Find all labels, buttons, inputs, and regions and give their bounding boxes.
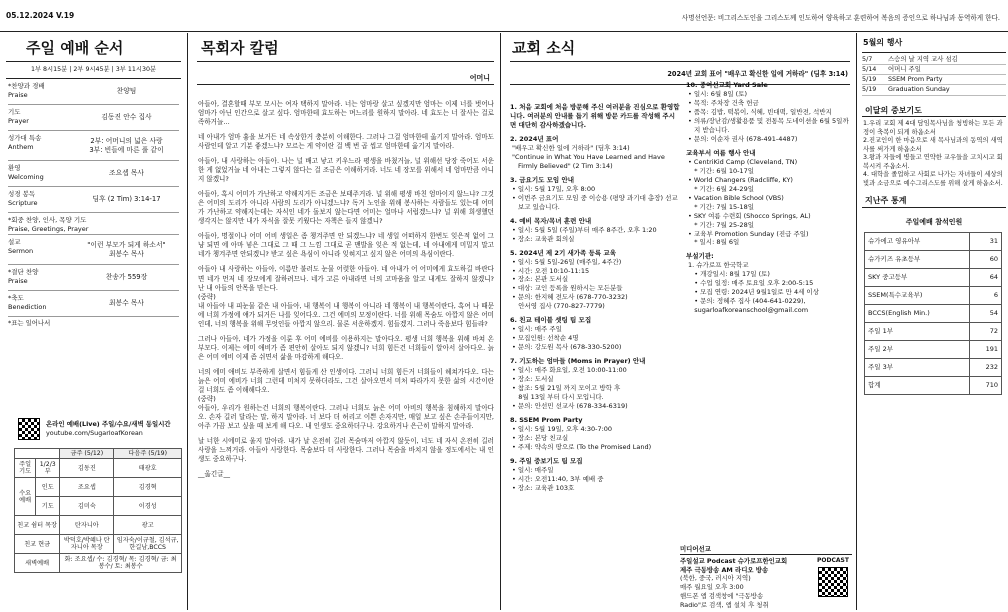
attendance-row [865,269,1002,287]
column-paragraph: 그러나 아들아, 네가 가정을 이룬 후 어미 에비를 이용하지는 말아다오. 평생 너희 행복을 위해 바쳐 온 부모다. 이제는 에미 애비가 좀 편안히 살아도 되지 않겠니? 너희 힘든건 너희들이 알아서 살아다오. 늙은 어미 에비 이제 좀 쉬면서 삶을 마감하게 해다오. [198,334,494,361]
news-item: • 문의: 정혜주 집사 (404-641-0229), [688,297,806,306]
news-heading: 1. 처음 교회에 처음 방문해 주신 여러분을 진심으로 환영합니다. 여러분의 안내를 돕기 위해 방문 카드를 작성해 주시면 대단히 감사하겠습니다. [510,103,680,129]
event-date: 5/19 [862,75,877,84]
media-line: 핸드폰 앱 검색창에 "극동방송 [680,592,764,601]
event-row [862,85,1006,95]
serve-cell: 김동진 [60,459,114,478]
order-item-label [8,294,72,312]
serve-cell: 친교 쉼터 목장 [15,516,60,535]
news-item: * 일시: 8월 6일 [688,238,740,247]
news-item: • 모집 연령: 2024년 9월1일로 만 4세 이상 [688,288,819,297]
order-item-label [8,82,72,100]
column-paragraph: 아들아, 혹시 어미가 가난하고 약해지거든 조금은 보태주거라. 널 위해 평생 바친 엄마이지 않느냐? 그것은 어미의 도리가 아니라 사람의 도리가 아니겠느냐? 독거 노인을 위해 봉사하는 사람들도 있는데 어미가 가난하고 약해지는데는 자식인 네가 돌보지 않는다면 어미는 얼마나 서럽겠느냐? 널 위해 희생했던 생각지는 않지만 내가 자식을 잘못 키웠다는 자책은 들지 않겠니? [198,190,494,226]
pray-title: 이달의 중보기도 [862,96,1006,118]
attendance-value: 64 [970,269,1002,287]
order-item-en: Scripture [8,199,38,208]
news-item: • 문의: 이순자 권사 (678-491-4487) [688,134,798,143]
serve-row [15,478,182,497]
serve-cell: 인도 [36,478,60,497]
attendance-label: SKY 중고등부 [865,269,970,287]
news-item: • 교육부 Promotion Sunday (진급 주일) [688,229,809,238]
attendance-label: SSEM(특수교육부) [865,287,970,305]
media-title: 미디어선교 [680,545,852,555]
media-line: 매주 월요일 오후 3:00 [680,583,744,592]
events-list [862,55,1006,96]
serve-cell: 조요셉 [60,478,114,497]
pray-list [863,120,1005,188]
stat-title: 지난주 통계 [862,188,1006,208]
order-row [8,161,179,187]
news-heading: 7. 기도하는 엄마들 (Moms in Prayer) 안내 [510,357,646,366]
news-item: * 기간: 7월 15-18일 [688,202,754,211]
news-section [510,176,680,212]
serve-row [15,497,182,516]
news-item: "배우고 확신한 일에 거하라" (딤후 3:14) [512,143,630,152]
media-line: (북한, 중국, 러시아 지역) [680,574,751,583]
news-item: • SKY 여름 수련회 (Shocco Springs, AL) [688,211,811,220]
attendance-label: 슈가에고 영유아부 [865,233,970,251]
attendance-row [865,233,1002,251]
attendance-row [865,359,1002,377]
order-item-en: Praise, Greetings, Prayer [8,225,89,234]
stand-note: *표는 일어나서 [8,319,51,328]
news-item: • 일시: 매주 주일 [512,325,562,334]
news-section [510,249,680,312]
serve-cell: 주일 기도 [15,459,36,478]
attendance-value: 72 [970,323,1002,341]
column-paragraph: 아들아 내 사랑하는 아들아, 이름만 불러도 눈물 어렷한 아들아. 네 아내가 어 어미에게 효도하길 바란다면 네가 먼저 네 장모에게 잘하려므나. 네가 고른 아내라면 너의 고마움을 알고 내게도 잘하지 않겠니? 난 내 아들의 안목을 믿는다. (중략) 내 아들아 내 피눈물 같은 내 아들아, 내 행복이 내 행복이 아니라 네 행복이 내 행복이란다, 혹여 나 때문에 너희 가정에 얘가 되거든 나를 잊어다오. 그건 에미의 모정이란다. 너를 위해 목숨도 아깝지 않은 어미인데, 너의 행복을 위해 무엇인들 아깝지 않으리. 물론 서운하겠지. 힘들겠지. 그러나 죽음보다 힘들랴? [198,265,494,328]
news-item: 8월 13일 부터 다시 모입니다. [512,393,604,402]
serve-row [15,459,182,478]
serve-cell: 친교 현금 [15,535,60,554]
news-item: • 장소: 본당 친교실 [512,433,569,442]
order-item-value: 찬송가 559장 [105,273,148,282]
order-item-ko: 성경 봉독 [8,190,36,199]
order-item-en: Praise [8,91,28,100]
side-column [860,33,1008,610]
serve-cell: 김미숙 [60,497,114,516]
event-date: 5/14 [862,64,877,73]
serve-cell: 광고 [114,516,182,535]
order-item-value: "이런 부모가 되게 하소서" 최봉수 목사 [87,240,166,258]
qr-code-icon [18,418,40,440]
order-item-value: 김동진 안수 집사 [101,113,152,122]
news-left-list [510,103,680,498]
order-row [8,235,179,265]
order-item-label [8,108,72,126]
news-heading: 8. SSEM Prom Party [510,416,583,425]
order-item-value: 딤후 (2 Tim) 3:14-17 [92,195,161,204]
news-section [686,149,851,248]
news-item: • 장소: 본관 도서실 [512,275,569,284]
order-item-en: Praise [8,277,28,286]
news-section [510,457,680,493]
live-block [18,418,171,440]
news-item: • 이번주 금요기도 모임 중 이승용 (평양 과기대 총장) 선교 보고 있습니다. [512,193,680,211]
news-section [510,357,680,411]
worship-title: 주일 예배 순서 [26,39,124,57]
order-item-label [8,238,72,256]
news-item: • 일시: 6월 8일 (토) [688,89,748,98]
news-item: * 기간: 7월 25-28일 [688,220,754,229]
serve-cell: 이경성 [114,497,182,516]
attendance-value: 60 [970,251,1002,269]
news-item: • 품목: 김밥, 떡볶이, 식혜, 빈대떡, 일반전, 석반지 [688,107,832,116]
news-heading: 3. 금요기도 모임 안내 [510,175,575,184]
serve-cell: 새벽예배 [15,554,60,573]
attendance-value: 31 [970,233,1002,251]
news-item: • 일시: 5월 19일, 오후 4:30-7:00 [512,425,613,433]
event-date: 5/19 [862,85,877,94]
news-item: • 문의: 강도원 목사 (678-330-5200) [512,343,622,352]
worship-order-list [0,79,187,317]
serve-col-this: 금주 (5/12) [60,449,114,459]
news-section [510,135,680,171]
serve-cell: 임자숙/이규철, 김석규,한길남,BCCS [114,535,182,554]
order-item-ko: *찬양과 경배 [8,82,45,91]
news-item: "Continue in What You Have Learned and Have Firmly Believed" (2 Tim 3:14) [512,152,667,170]
serve-cell: 수요 예배 [15,478,36,516]
attendance-row [865,377,1002,395]
attendance-row [865,341,1002,359]
media-line: 제주 극동방송 AM 라디오 방송 [680,565,769,574]
column-paragraph: 아들아, 내 사랑하는 아들아. 나는 널 배고 낳고 키우느라 평생을 바쳤거늘, 널 위해선 당장 죽어도 서운한 게 없었거늘 네 아내는 그렇지 않다는 걸 조금은 이해하거라. 너도 네 장모를 위해서 네 엄마만큼 아니지 않겠니? [198,157,494,184]
live-url[interactable]: youtube.com/SugarloafKorean [46,429,143,437]
attendance-row [865,305,1002,323]
column-paragraph: 아들아, 결혼할때 부모 모시는 여자 택하지 말아라. 너는 엄마랑 살고 싶겠지만 엄마는 이제 너를 벗어나 엄마가 아닌 인간으로 살고 싶다. 엄마한테 효도하는 며느리를 원하지 말아라. 네 효도는 너 잘사는 걸로 족하거늘… [198,100,494,127]
news-item: • CentriKid Camp (Cleveland, TN) [688,157,798,166]
order-item-en: Anthem [8,143,34,152]
serve-cell: 화: 조요셉/ 수: 김경혁/ 목: 김경혁/ 금: 최봉수/ 토: 최봉수 [60,554,182,573]
news-item: • Vacation Bible School (VBS) [688,193,784,202]
news-item: • 모집인원: 선착순 4명 [512,334,579,343]
podcast-label: PODCAST [817,556,849,564]
news-item: • 문의: 안선민 선교사 (678-334-6319) [512,402,628,411]
attendance-row [865,323,1002,341]
attendance-value: 6 [970,287,1002,305]
service-table [14,448,182,573]
order-item-label [8,216,178,234]
column-paragraph: 날 너한 시에미로 울지 말아라. 내가 날 온전히 길러 목숨마저 아깝지 않듯이, 너도 네 자식 온전히 길러 사랑을 느껴거라. 아들아 사랑한다. 목숨보다 더 사랑한다. 그러나 목숨을 바치지 않을 정도에서는 내 인생도 중요하구나. [198,437,494,464]
order-item-en: Benediction [8,303,47,312]
attendance-value: 232 [970,359,1002,377]
news-section [510,103,680,130]
event-row [862,55,1006,65]
news-item: • 장소: 도서실 [512,375,554,384]
attendance-value: 191 [970,341,1002,359]
order-item-value: 찬양팀 [116,87,137,96]
serve-cell: 탄자니아 [60,516,114,535]
serve-cell: 태광호 [114,459,182,478]
column-paragraph: 네 아내가 엄마 흉을 보거든 네 속상한거 충분히 이해한다. 그러나 그걸 엄마한테 옮기지 말아라. 엄마도 사람인데 알고 기분 좋겠느냐? 모르는 게 약이란 걸 백 번 곱 씹고 엄마한테 옮기지 말아라. [198,133,494,151]
media-line: Radio"로 검색, 앱 설치 후 청취 [680,600,769,609]
attendance-label: 주일 2부 [865,341,970,359]
order-row [8,213,179,235]
attendance-value: 710 [970,377,1002,395]
order-item-en: Prayer [8,117,29,126]
pray-item: 1.우리 교회 제 4대 담임목사님을 청빙하는 모든 과정이 축복이 되게 하옵소서 [863,120,1003,136]
news-heading: 교육부서 여름 행사 안내 [686,148,756,157]
news-item: • 시간: 오전11:40, 3부 예배 중 [512,474,604,483]
order-row [8,291,179,317]
news-item: • World Changers (Radcliffe, KY) [688,175,793,184]
news-item: * 기간: 6월 10-17일 [688,166,754,175]
news-item: * 기간: 6월 24-29일 [688,184,754,193]
order-item-ko: 환영 [8,164,21,173]
order-item-ko: *결단 찬양 [8,268,39,277]
news-item: • 대상: 교인 등록을 원하시는 모든분들 [512,284,623,293]
news-item: sugarloafkoreanschool@gmail.com [688,306,809,315]
serve-cell: 기도 [36,497,60,516]
serve-cell: 1/2/3부 [36,459,60,478]
attendance-row [865,251,1002,269]
attendance-table [864,232,1002,395]
news-item: • 일시: 매주 화요일, 오전 10:00-11:00 [512,366,627,375]
mission-statement: 사명선언문: 비그리스도인을 그리스도께 인도하여 양육하고 훈련하여 복음의 증인으로 하나님과 동역하게 한다. [681,14,1000,22]
order-item-ko: *회중 찬양, 인사, 목양 기도 [8,216,87,225]
column-body [198,100,494,485]
news-item: • 개강일시: 8월 17일 (토) [688,270,770,279]
news-item: • 목적: 주차장 건축 헌금 [688,98,759,107]
serve-cell: 김경혁 [114,478,182,497]
column-paragraph: __옮긴글__ [198,470,231,479]
event-row [862,75,1006,85]
event-row [862,65,1006,75]
news-item: 1. 슈가로프 한국학교 [688,261,749,270]
order-item-en: Sermon [8,247,34,256]
news-item: • 주제: 약속의 땅으로 (To the Promised Land) [512,442,652,451]
events-title: 5월의 행사 [863,38,903,47]
order-item-ko: 설교 [8,238,21,247]
news-item: • 장소: 교육관 103호 [512,483,575,492]
news-item: • 일시: 5월 17일, 오후 8:00 [512,184,596,193]
attendance-row [865,287,1002,305]
news-section [510,416,680,452]
service-times: 1부 8시15분 | 2부 9시45분 | 3부 11시30분 [30,66,157,73]
live-title: 온라인 예배(Live) 주일/수요/새벽 동일시간 [46,420,171,429]
order-item-label [8,190,72,208]
order-item-value: 2부: 어머니의 넓은 사랑 3부: 빈들에 마른 풀 같이 [89,136,164,154]
page-header [0,0,1008,32]
attendance-label: 주일 1부 [865,323,970,341]
news-item: • 일시: 매주일 [512,465,554,474]
order-row [8,131,179,161]
attendance-label: 주일 3부 [865,359,970,377]
news-item: • 시간: 오전 10:10-11:15 [512,266,590,275]
podcast-qr-icon [818,567,848,597]
news-item: • 수업 일정: 매주 토요일 오후 2:00-5:15 [688,279,814,288]
column-paragraph: 아들아, 명절이나 어미 어비 생일은 좀 챙겨주면 안 되겠느냐? 네 생일 어떠하지 한번도 잊은적 없어 그냥 되면 에 아마 넣은 그대로 그 때 그 느낌 그대로 곧 맨발을 잊은 적 없는데, 네 아내에게 미밀지 말고 네가 챙겨주면 안되겠니? 받고 싶은 욕심이 아니라 잊혀지고 싶지 않은 어미의 욕심이란다. [198,232,494,259]
pray-item: 2.진교인이 한 마음으로 새 목사님과의 동역의 새역사를 써가게 하옵소서 [863,137,1003,153]
news-right-list [686,81,851,320]
serve-cell: 박덕호/박혜나 탄자니아 목장 [60,535,114,554]
order-row [8,105,179,131]
news-item: • 의류/장난감/생활용품 및 전통목 도네이션을 6월 5일까지 받습니다. [688,116,849,134]
news-heading: 5. 2024년 제 2기 새가족 등록 교육 [510,248,616,257]
news-section [510,217,680,244]
column-title: 목회자 칼럼 [201,39,279,57]
news-heading: 6. 친교 테이블 셋팅 팀 모집 [510,316,592,325]
order-item-ko: *축도 [8,294,24,303]
event-name: 어머니 주일 [888,64,921,73]
media-line: 주일설교 Podcast 슈가로프한인교회 [680,556,788,565]
event-name: 스승의 날 지역 교사 섬김 [888,54,958,63]
order-item-label [8,164,72,182]
news-heading: 4. 예비 목자/목녀 훈련 안내 [510,216,592,225]
news-section [686,252,851,315]
order-item-ko: 기도 [8,108,21,117]
news-heading: 10. 중여선교회 Yard Sale [686,81,768,89]
pastor-column [191,33,501,610]
news-section [510,316,680,352]
church-theme: 2024년 교회 표어 "배우고 확신한 일에 거하라" (딤후 3:14) [667,70,848,78]
serve-row [15,554,182,573]
media-block [680,545,852,610]
news-item: • 참조: 5월 21일 까지 모이고 방학 후 [512,384,621,393]
news-heading: 부설기관: [686,252,714,261]
attendance-label: BCCS(English Min.) [865,305,970,323]
news-item: • 문의: 한지혜 전도사 (678-770-3232) [512,293,628,302]
order-item-value: 최봉수 목사 [109,299,144,308]
attendance-title: 주일예배 참석인원 [905,217,963,226]
event-date: 5/7 [862,54,873,63]
news-item: • 일시: 5월 5일 (주일)부터 매주 8주간, 오후 1:20 [512,225,657,234]
order-row [8,187,179,213]
order-row [8,265,179,291]
order-item-en: Welcoming [8,173,44,182]
order-item-ko: 성가대 특송 [8,134,42,143]
news-column [504,33,857,610]
order-row [8,79,179,105]
order-item-label [8,134,72,152]
event-name: Graduation Sunday [888,85,950,94]
attendance-label: 합계 [865,377,970,395]
news-title: 교회 소식 [512,39,576,57]
pray-item: 4. 대학을 졸업하고 사회로 나가는 자녀들이 세상의 빛과 소금으로 예수그리스도를 위해 살게 하옵소서. [863,171,1003,187]
version-label: 05.12.2024 V.19 [6,11,75,20]
news-item: • 일시: 5월 5일-26일 (매주일, 4주간) [512,257,622,266]
news-item: 안서영 집사 (770-827-7779) [512,302,605,311]
worship-column [0,33,188,610]
attendance-value: 54 [970,305,1002,323]
column-author: 어머니 [469,74,490,82]
serve-col-next: 다음주 (5/19) [114,449,182,459]
attendance-label: 슈가키즈 유초등부 [865,251,970,269]
event-name: SSEM Prom Party [888,75,943,84]
news-heading: 9. 주일 중보기도 팀 모집 [510,456,583,465]
serve-row [15,535,182,554]
news-section [686,81,851,144]
column-paragraph: 너의 에미 애비도 부족하게 살면서 힘들게 산 인생이다. 그러니 너희 힘든거 너희들이 헤쳐가다오. 다는 늙은 어미 에비가 너희 그런데 미처지 못하더라도, 그건 살아오면서 미처 따라가지 못한 삶의 시간이란 걸 너희도 좀 이해해다오. (중략) 아들아, 우리가 원하는건 너희의 행복이란다. 그러나 너희도 늙은 어미 아비의 행복을 침해하지 말아다오. 손자 길러 달라는 말, 하지 말아라. 너 보다 더 허리고 이쁜 손자지만, 매일 보고 싶은 손주들이지만, 아주 가끔 보고 싶을 때 보게 해 다오. 내 인생도 중요하더구나. 강요하거나 은근히 말하지 말아라. [198,367,494,430]
order-item-label [8,268,72,286]
serve-row [15,516,182,535]
news-item: • 장소: 교육관 회의실 [512,234,575,243]
pray-item: 3.왕과 자들에 병들고 연약한 교우들을 고치시고 회복시켜 주옵소서. [863,154,1003,170]
order-item-value: 조요셉 목사 [109,169,144,178]
news-heading: 2. 2024년 표어 [510,134,559,143]
